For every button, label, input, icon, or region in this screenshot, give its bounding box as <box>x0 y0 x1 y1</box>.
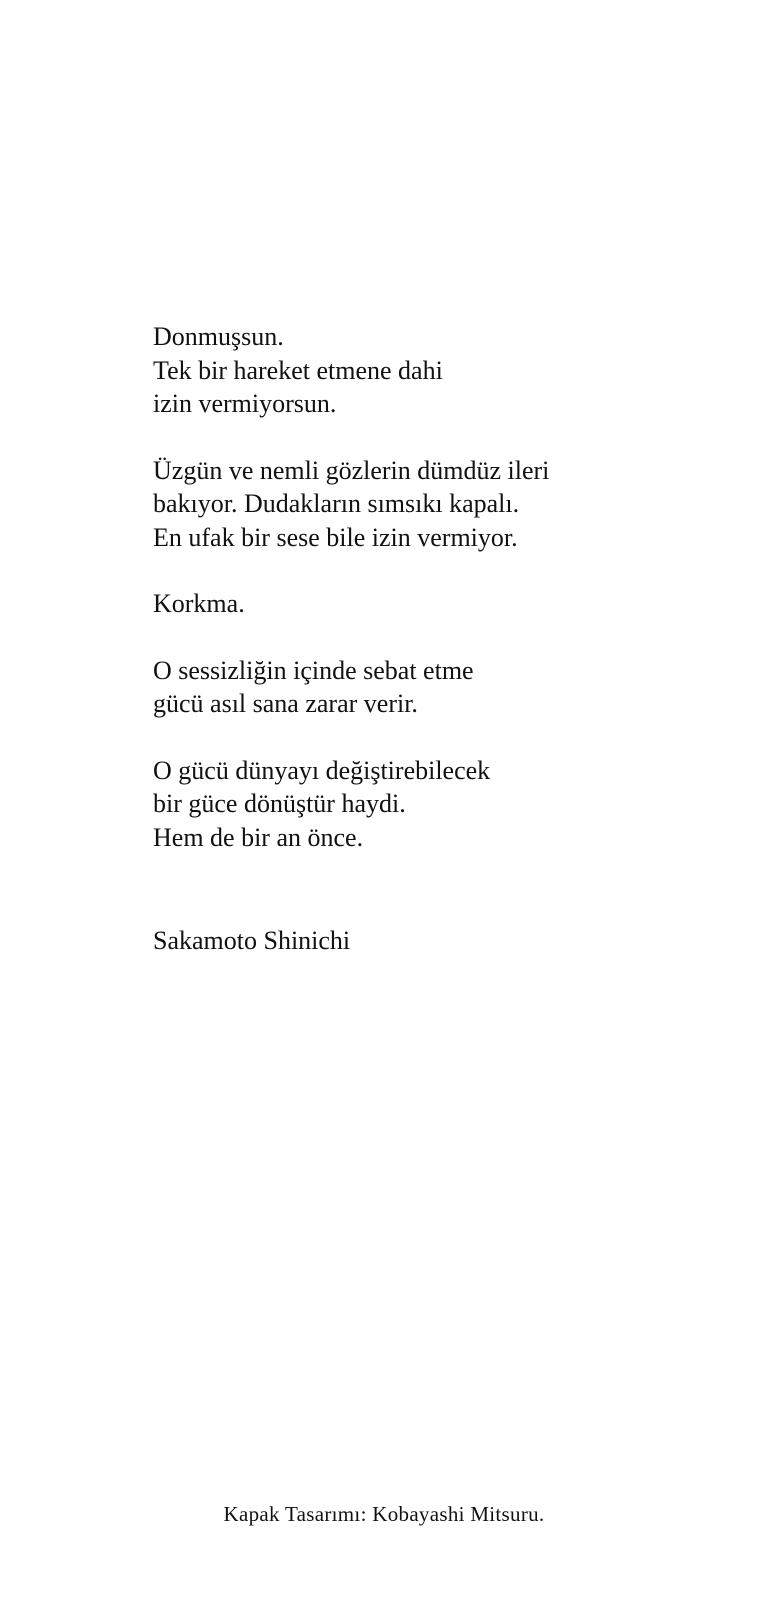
poem-line: Donmuşsun. <box>153 322 284 351</box>
stanza <box>153 654 753 721</box>
stanza <box>153 320 753 421</box>
poem-line: Hem de bir an önce. <box>153 822 364 852</box>
cover-design-credit: Kapak Tasarımı: Kobayashi Mitsuru. <box>223 1502 545 1526</box>
stanza <box>153 587 753 621</box>
poem-author: Sakamoto Shinichi <box>153 926 351 955</box>
poem-line: Korkma. <box>153 589 245 618</box>
poem <box>153 320 753 887</box>
poem-line: bir güce dönüştür haydi. <box>153 789 406 818</box>
poem-line: O sessizliğin içinde sebat etme <box>153 655 474 685</box>
poem-line: O gücü dünyayı değiştirebilecek <box>153 755 491 785</box>
poem-line: izin vermiyorsun. <box>153 389 337 418</box>
poem-line: bakıyor. Dudakların sımsıkı kapalı. <box>153 489 520 518</box>
stanza <box>153 454 753 555</box>
poem-line: Tek bir hareket etmene dahi <box>153 355 443 385</box>
stanza <box>153 754 753 855</box>
poem-line: En ufak bir sese bile izin vermiyor. <box>153 522 518 552</box>
poem-line: gücü asıl sana zarar verir. <box>153 689 418 718</box>
poem-line: Üzgün ve nemli gözlerin dümdüz ileri <box>153 455 550 485</box>
